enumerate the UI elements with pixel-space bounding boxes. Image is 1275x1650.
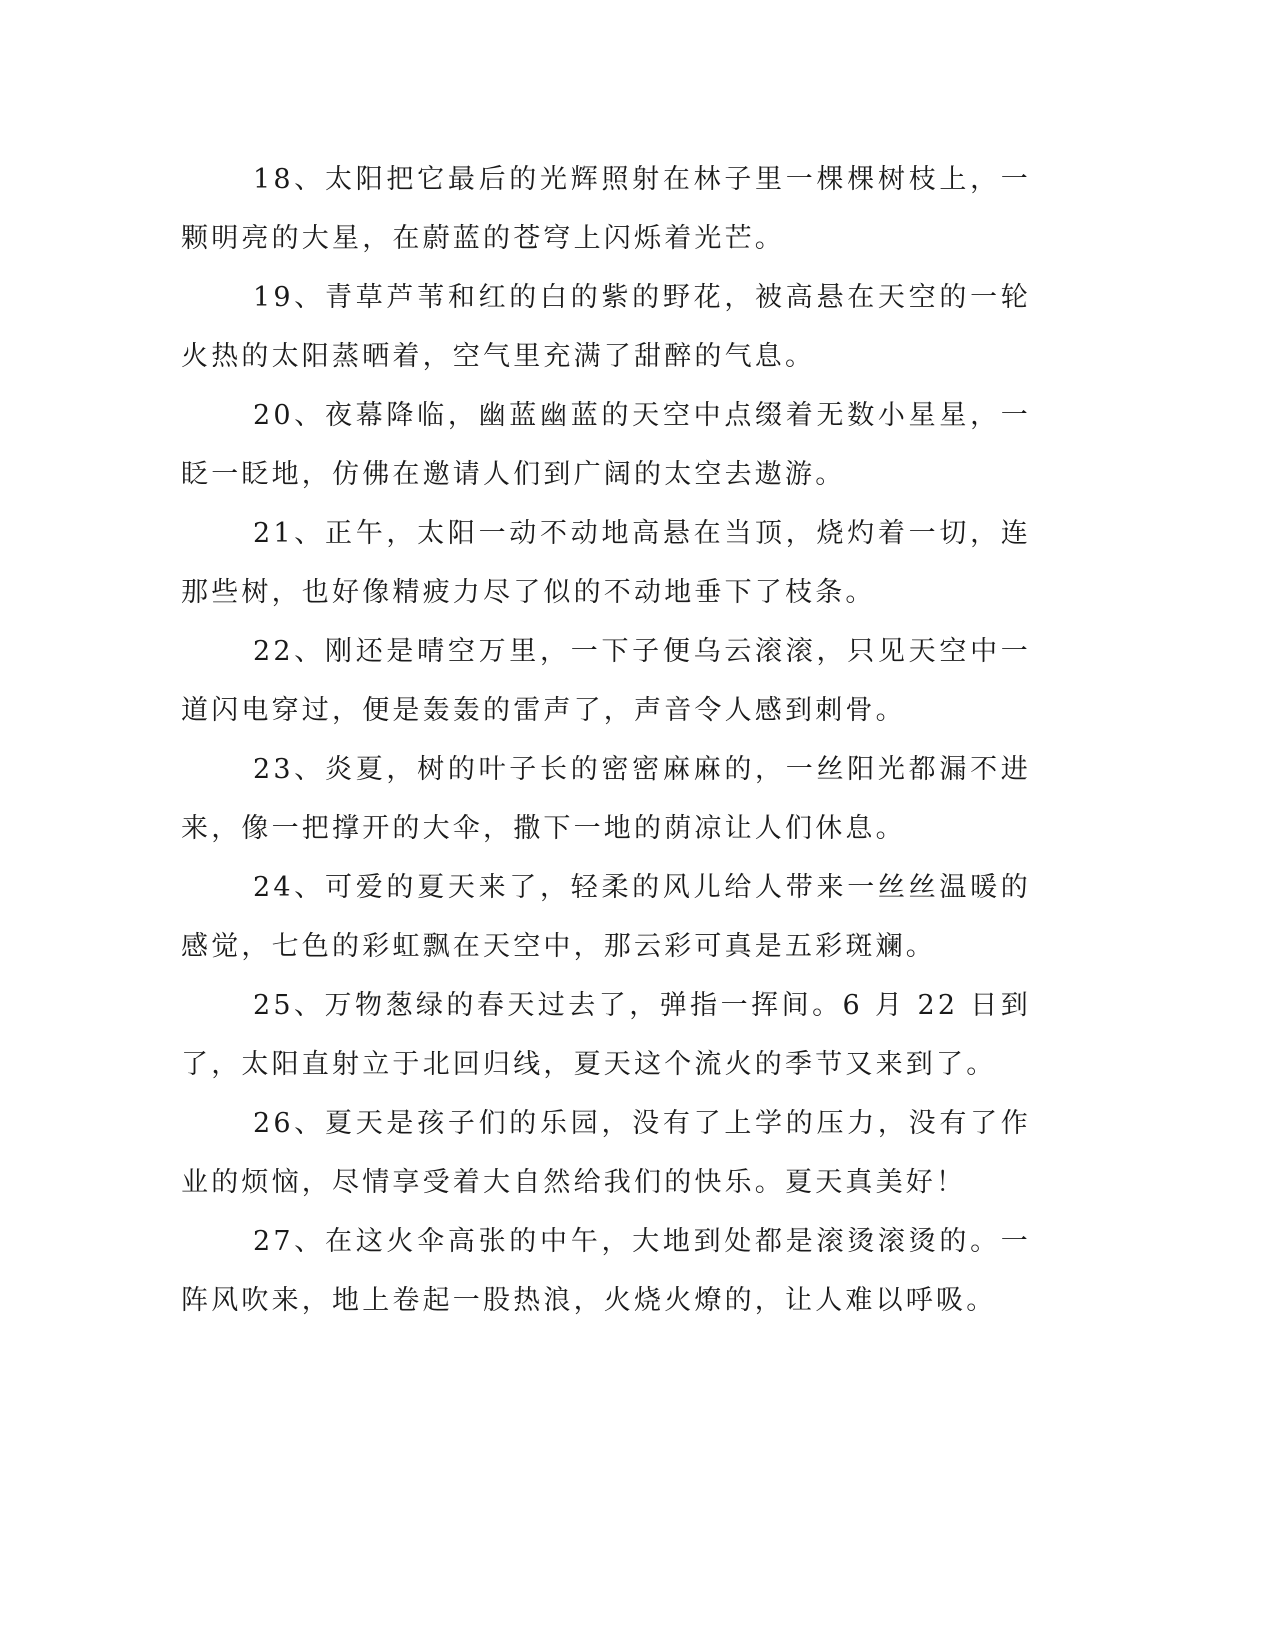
paragraph-21: 21、正午，太阳一动不动地高悬在当顶，烧灼着一切，连那些树，也好像精疲力尽了似的不动地垂下了枝条。 xyxy=(181,518,1031,608)
paragraph-26: 26、夏天是孩子们的乐园，没有了上学的压力，没有了作业的烦恼，尽情享受着大自然给我们的快乐。夏天真美好！ xyxy=(181,1108,1031,1198)
paragraph-24: 24、可爱的夏天来了，轻柔的风儿给人带来一丝丝温暖的感觉，七色的彩虹飘在天空中，那云彩可真是五彩斑斓。 xyxy=(181,872,1031,962)
paragraph-18: 18、太阳把它最后的光辉照射在林子里一棵棵树枝上，一颗明亮的大星，在蔚蓝的苍穹上闪烁着光芒。 xyxy=(181,164,1031,254)
paragraph-25: 25、万物葱绿的春天过去了，弹指一挥间。6 月 22 日到了，太阳直射立于北回归线，夏天这个流火的季节又来到了。 xyxy=(181,990,1031,1080)
paragraph-20: 20、夜幕降临，幽蓝幽蓝的天空中点缀着无数小星星，一眨一眨地，仿佛在邀请人们到广阔的太空去遨游。 xyxy=(181,400,1031,490)
document-body xyxy=(181,150,1031,1330)
paragraph-22: 22、刚还是晴空万里，一下子便乌云滚滚，只见天空中一道闪电穿过，便是轰轰的雷声了，声音令人感到刺骨。 xyxy=(181,636,1031,726)
paragraph-23: 23、炎夏，树的叶子长的密密麻麻的，一丝阳光都漏不进来，像一把撑开的大伞，撒下一地的荫凉让人们休息。 xyxy=(181,754,1031,844)
paragraph-27: 27、在这火伞高张的中午，大地到处都是滚烫滚烫的。一阵风吹来，地上卷起一股热浪，火烧火燎的，让人难以呼吸。 xyxy=(181,1226,1031,1316)
paragraph-19: 19、青草芦苇和红的白的紫的野花，被高悬在天空的一轮火热的太阳蒸晒着，空气里充满了甜醉的气息。 xyxy=(181,282,1031,372)
